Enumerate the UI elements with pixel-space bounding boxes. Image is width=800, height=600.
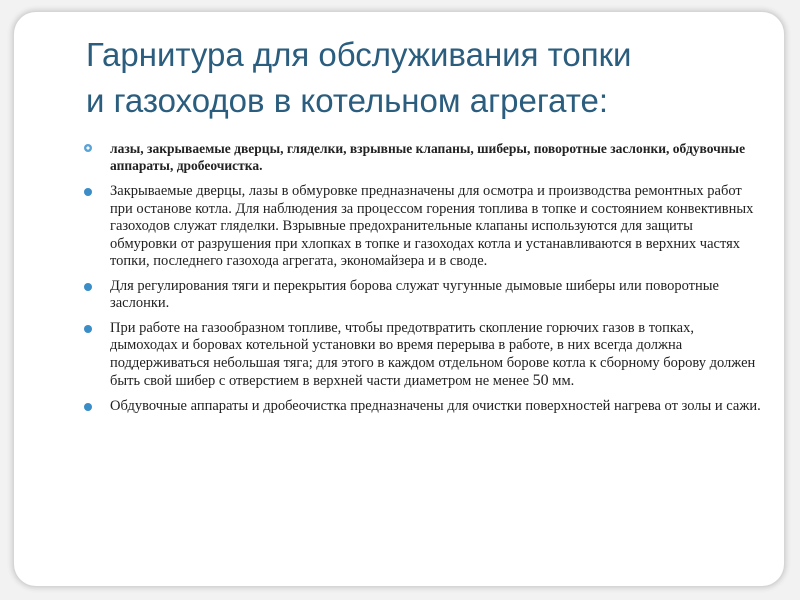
bullet-icon	[84, 283, 92, 291]
item-text: Закрываемые дверцы, лазы в обмуровке предназначены для осмотра и производства ремонтных работ при останове котла. Для наблюдения за процессом горения топлива в топке и состоянием конвективных газоходов служат гляделки. Взрывные предохранительные клапаны используются для защиты обмуровки от разрушения при хлопках в топке и газоходах котла и устанавливаются в верхних частях топки, последнего газохода агрегата, экономайзера и в своде.	[110, 183, 754, 269]
title-line-2: и газоходов в котельном агрегате:	[86, 82, 609, 119]
list-item	[82, 140, 762, 174]
list-item	[82, 398, 762, 416]
title-line-1: Гарнитура для обслуживания топки	[86, 36, 632, 73]
bullet-icon	[84, 188, 92, 196]
list-item	[82, 278, 762, 313]
bullet-icon	[84, 325, 92, 333]
item-text: лазы, закрываемые дверцы, гляделки, взрывные клапаны, шиберы, поворотные заслонки, обдувочные аппараты, дробеочистка.	[110, 141, 746, 173]
diameter-value: 50	[532, 372, 549, 389]
list-item	[82, 183, 762, 271]
bullet-list	[82, 140, 762, 422]
item-text-before: При работе на газообразном топливе, чтобы предотвратить скопление горючих газов в топках, дымоходах и боровах котельной установки во время перерыва в работе, в них всегда должна поддерживаться небольшая тяга; для этого в каждом отдельном борове котла к сборному борову должен быть свой шибер с отверстием в верхней части диаметром не менее	[110, 319, 756, 389]
item-text-after: мм.	[548, 373, 575, 389]
bullet-icon	[84, 403, 92, 411]
item-text: Обдувочные аппараты и дробеочистка предназначены для очистки поверхностей нагрева от золы и сажи.	[110, 397, 761, 414]
slide-title	[86, 32, 776, 124]
slide	[14, 12, 784, 586]
list-item	[82, 320, 762, 391]
item-text: Для регулирования тяги и перекрытия борова служат чугунные дымовые шиберы или поворотные заслонки.	[110, 277, 719, 311]
bullet-icon	[84, 144, 92, 152]
